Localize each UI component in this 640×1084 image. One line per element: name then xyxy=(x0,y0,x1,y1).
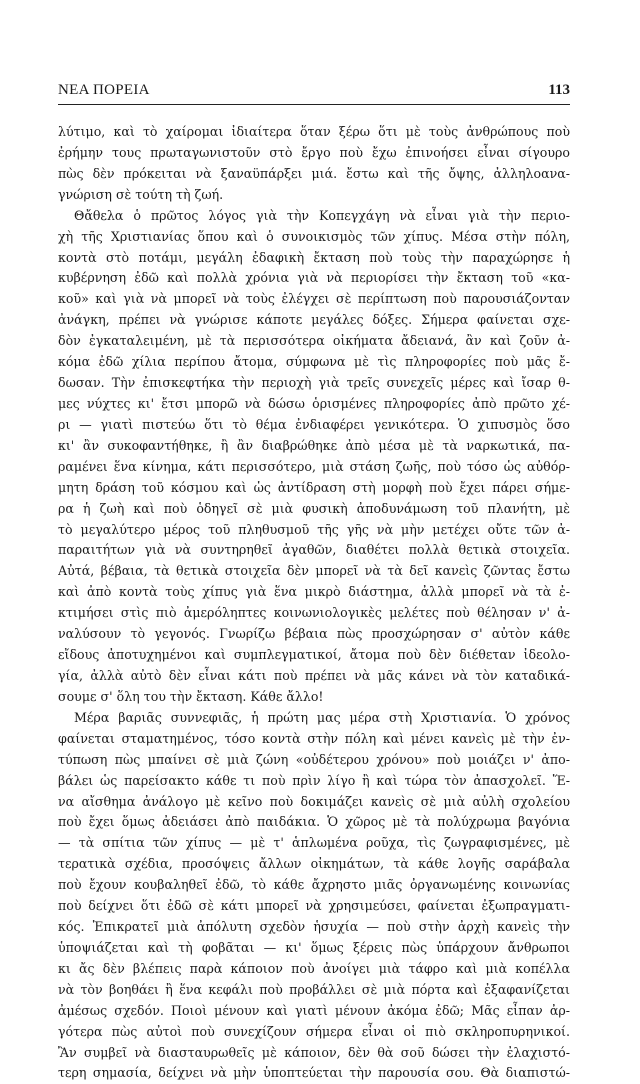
text-line: κι' ἂν συκοφαντήθηκε, ἢ ἂν διαβρώθηκε ἀπὸ μέσα μὲ τὰ ναρκωτικά, πα- xyxy=(58,437,570,453)
text-line: — τὰ σπίτια τῶν χίπυς — μὲ τ' ἁπλωμένα ροῦχα, τὶς ζωγραφισμένες, μὲ xyxy=(58,835,570,851)
text-line: καὶ ἀπὸ κοντὰ τοὺς χίπυς γιὰ ἕνα μικρὸ διάστημα, ἀλλὰ μπορεῖ νὰ τὰ ἐ- xyxy=(58,584,570,600)
text-line: ρι — γιατὶ πιστεύω ὅτι τὸ θέμα ἐνδιαφέρει γενικότερα. Ὁ χιπυσμὸς ὅσο xyxy=(58,416,570,432)
text-line: εἴδους ἀποτυχημένοι καὶ συμπλεγματικοί, ἄτομα ποὺ δὲν διέθεταν ἰδεολο- xyxy=(58,647,570,663)
running-header xyxy=(58,82,570,105)
text-line: ὑποψιάζεται καὶ τὴ φοβᾶται — κι' ὅμως ξέρεις πὼς ὑπάρχουν ἄνθρωποι xyxy=(58,939,570,955)
text-line: δωσαν. Τὴν ἐπισκεφτήκα τὴν περιοχὴ γιὰ τρεῖς συνεχεῖς μέρες καὶ ἴσαρ θ- xyxy=(58,375,570,391)
text-line: γία, ἀλλὰ αὐτὸ δὲν εἶναι κάτι ποὺ πρέπει νὰ μᾶς κάνει νὰ τὸν καταδικά- xyxy=(58,667,570,683)
text-line: τερατικὰ σχέδια, προσόψεις ἄλλων οἰκημάτων, τὰ κάθε λογῆς σαράβαλα xyxy=(58,856,570,872)
text-line: χὴ τῆς Χριστιανίας ὅπου καὶ ὁ συνοικισμὸς τῶν χίπυς. Μέσα στὴν πόλη, xyxy=(58,228,570,244)
text-line: τύπωση πὼς μπαίνει σὲ μιὰ ζώνη «οὐδέτερου χρόνου» ποὺ μοιάζει ν' ἀπο- xyxy=(58,751,570,767)
text-line: κυβέρνηση ἐδῶ καὶ πολλὰ χρόνια γιὰ νὰ περιορίσει τὴν ἔκταση τοῦ «κα- xyxy=(58,270,570,286)
text-line: Ἂν συμβεῖ νὰ διασταυρωθεῖς μὲ κάποιον, δὲν θὰ σοῦ δώσει τὴν ἐλαχιστό- xyxy=(58,1044,570,1060)
text-line: Θἄθελα ὁ πρῶτος λόγος γιὰ τὴν Κοπεγχάγη νὰ εἶναι γιὰ τὴν περιο- xyxy=(74,207,570,223)
text-line: φαίνεται σταματημένος, τόσο κοντὰ στὴν πόλη καὶ μένει κανεὶς μὲ τὴν ἐν- xyxy=(58,730,570,746)
text-line: πὼς δὲν πρόκειται νὰ ξαναϋπάρξει μιά. ἔστω καὶ τῆς ὄψης, ἀλληλοανα- xyxy=(58,165,570,181)
text-line: Αὐτά, βέβαια, τὰ θετικὰ στοιχεῖα δὲν μπορεῖ νὰ τὰ δεῖ κανεὶς ζῶντας ἔστω xyxy=(58,563,570,579)
text-line: ἐρήμην τους πρωταγωνιστοῦν στὸ ἔργο ποὺ ἔχω ἐπινοήσει εἶναι σίγουρο xyxy=(58,144,570,160)
text-line: μες νύχτες κι' ἔτσι μπορῶ νὰ δώσω ὁρισμένες πληροφορίες ἀπὸ πρῶτο χέ- xyxy=(58,395,570,411)
text-line: παραιτήτων γιὰ νὰ συντηρηθεῖ ἀγαθῶν, διαθέτει πολλὰ θετικὰ στοιχεῖα. xyxy=(58,542,570,558)
text-line: Μέρα βαριᾶς συννεφιᾶς, ἡ πρώτη μας μέρα στὴ Χριστιανία. Ὁ χρόνος xyxy=(74,709,570,725)
page-number: 113 xyxy=(548,82,570,98)
text-line: κός. Ἐπικρατεῖ μιὰ ἀπόλυτη σχεδὸν ἡσυχία — ποὺ στὴν ἀρχὴ κανεὶς τὴν xyxy=(58,919,570,935)
text-line: ραμένει ἕνα κίνημα, κάτι περισσότερο, μιὰ στάση ζωῆς, ποὺ τόσο ὡς αὐθόρ- xyxy=(58,458,570,474)
text-line: γνώριση σὲ τούτη τὴ ζωή. xyxy=(58,186,224,202)
text-line: μητη δράση τοῦ κόσμου καὶ ὡς ἀντίδραση στὴ μορφὴ ποὺ ἔχει πάρει σήμε- xyxy=(58,479,570,495)
journal-title: ΝΕΑ ΠΟΡΕΙΑ xyxy=(58,82,150,98)
text-line: κοντὰ στὸ ποτάμι, μεγάλη ἐδαφικὴ ἔκταση ποὺ τοὺς τὴν παραχώρησε ἡ xyxy=(58,249,570,265)
text-line: γότερα πὼς αὐτοὶ ποὺ συνεχίζουν σήμερα εἶναι οἱ πιὸ σκληροπυρηνικοί. xyxy=(58,1023,570,1039)
text-line: λύτιμο, καὶ τὸ χαίρομαι ἰδιαίτερα ὅταν ξέρω ὅτι μὲ τοὺς ἀνθρώπους ποὺ xyxy=(58,124,570,139)
text-line: κοῦ» καὶ γιὰ νὰ μπορεῖ νὰ τοὺς ἐλέγχει σὲ περίπτωση ποὺ παρουσιάζονταν xyxy=(58,291,570,307)
text-line: τὸ μεγαλύτερο μέρος τοῦ πληθυσμοῦ τῆς γῆς νὰ μὴν μετέχει οὔτε τῶν ἀ- xyxy=(58,521,570,537)
text-line: κόμα ἐδῶ χίλια περίπου ἄτομα, σύμφωνα μὲ τὶς πληροφορίες ποὺ μᾶς ἔ- xyxy=(58,354,570,370)
text-line: ἀνάγκη, πρέπει νὰ γνώρισε κάποτε μεγάλες δόξες. Σήμερα φαίνεται σχε- xyxy=(58,312,570,328)
text-line: κτιμήσει στὶς πιὸ ἀμερόληπτες κοινωνιολογικὲς μελέτες ποὺ θέλησαν ν' ἀ- xyxy=(58,605,570,621)
text-line: κι ἄς δὲν βλέπεις παρὰ κάποιον ποὺ ἀνοίγει μιὰ τάφρο καὶ μιὰ κοπέλλα xyxy=(58,960,570,976)
text-line: βάλει ὡς παρείσακτο κάθε τι ποὺ πρὶν λίγο ἢ καὶ τώρα τὸν ἀπασχολεῖ. Ἕ- xyxy=(58,772,570,788)
text-line: ποὺ ἔχει ὅμως ἀδειάσει ἀπὸ παιδάκια. Ὁ χῶρος μὲ τὰ πολύχρωμα βαγόνια xyxy=(58,814,570,830)
text-line: να αἴσθημα ἀνάλογο μὲ κεῖνο ποὺ δοκιμάζει κανεὶς σὲ μιὰ αὐλὴ σχολείου xyxy=(58,793,570,809)
body-text xyxy=(58,122,570,1084)
text-line: ἀμέσως σχεδόν. Ποιοὶ μένουν καὶ γιατὶ μένουν ἀκόμα ἐδῶ; Μᾶς εἶπαν ἀρ- xyxy=(58,1002,570,1018)
text-line: δὸν ἐγκαταλειμένη, μὲ τὰ περισσότερα οἰκήματα ἄδειανά, ἂν καὶ ζοῦν ἀ- xyxy=(58,333,570,349)
text-line: νὰ τὸν βοηθάει ἢ ἕνα κεφάλι ποὺ προβάλλει σὲ μιὰ πόρτα καὶ ἐξαφανίζεται xyxy=(58,981,570,997)
text-line: ποὺ δείχνει ὅτι ἐδῶ σὲ κάτι μπορεῖ νὰ χρησιμεύσει, φαίνεται ἐξωπραγματι- xyxy=(58,898,570,914)
text-line: τερη σημασία, δείχνει νὰ μὴν ὑποπτεύεται τὴν παρουσία σου. Θὰ διαπιστώ- xyxy=(58,1065,570,1081)
text-line: ποὺ ἔχουν κουβαληθεῖ ἐδῶ, τὸ κάθε ἄχρηστο μιᾶς ὀργανωμένης κοινωνίας xyxy=(58,877,570,893)
text-line: ρα ἡ ζωὴ καὶ ποὺ ὁδηγεῖ σὲ μιὰ φυσικὴ ἀποδυνάμωση τοῦ πλανήτη, μὲ xyxy=(58,500,570,516)
text-line: ναλύσουν τὸ γεγονός. Γνωρίζω βέβαια πὼς προσχώρησαν σ' αὐτὸν κάθε xyxy=(58,626,570,642)
text-line: σουμε σ' ὅλη του τὴν ἔκταση. Κάθε ἄλλο! xyxy=(58,688,324,704)
